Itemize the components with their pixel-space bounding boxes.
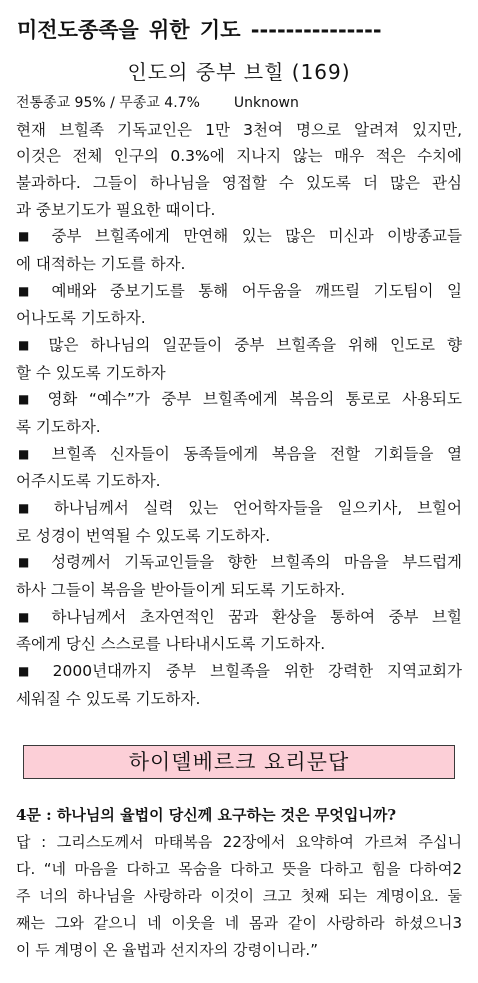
progress-status: Unknown [233, 95, 299, 111]
bullet-icon: ■ [18, 229, 38, 244]
religion-stats-row [16, 90, 462, 117]
prayer-point-line [16, 278, 462, 306]
bullet-icon: ■ [18, 392, 36, 407]
prayer-point-line: 세워질 수 있도록 기도하자. [16, 689, 201, 708]
prayer-point-line: 하사 그들이 복음을 받아들이게 되도록 기도하자. [16, 581, 346, 600]
bullet-icon: ■ [18, 609, 38, 624]
prayer-point [16, 386, 462, 440]
prayer-point-text: 하나님께서 실력 있는 언어학자들을 일으키사, 브힐어 [53, 499, 462, 518]
answer-line: 이 두 계명이 온 율법과 선지자의 강령이니라.” [16, 940, 318, 959]
prayer-point [16, 604, 462, 658]
prayer-point [16, 441, 462, 495]
bullet-icon: ■ [18, 338, 37, 353]
prayer-point-line: 에 대적하는 기도를 하자. [16, 255, 186, 274]
prayer-point-text: 영화 “예수”가 중부 브힐족에게 복음의 통로로 사용되도 [47, 390, 462, 409]
prayer-point-line [16, 549, 462, 577]
prayer-point-line: 어주시도록 기도하자. [16, 472, 161, 491]
prayer-point [16, 332, 462, 386]
intro-line: 이것은 전체 인구의 0.3%에 지나지 않는 매우 적은 수치에 [16, 147, 462, 166]
prayer-point-line: 할 수 있도록 기도하자 [16, 363, 166, 382]
prayer-point-text: 브힐족 신자들이 동족들에게 복음을 전할 기회들을 열 [51, 444, 462, 463]
bullet-icon: ■ [18, 283, 38, 298]
prayer-bulletin-page [16, 0, 462, 964]
prayer-point [16, 549, 462, 603]
prayer-point-line [16, 332, 462, 360]
prayer-point-line: 로 성경이 번역될 수 있도록 기도하자. [16, 526, 271, 545]
catechism-title-box [23, 745, 455, 779]
prayer-point [16, 278, 462, 332]
prayer-point [16, 658, 462, 712]
answer-line: 답 : 그리스도께서 마태복음 22장에서 요약하여 가르쳐 주십니 [16, 832, 462, 851]
prayer-point-line [16, 604, 462, 632]
catechism-title: 하이델베르크 요리문답 [128, 750, 350, 775]
prayer-point-text: 많은 하나님의 일꾼들이 중부 브힐족을 위해 인도로 향 [48, 336, 462, 355]
prayer-point-text: 하나님께서 초자연적인 꿈과 환상을 통하여 중부 브힐 [51, 607, 462, 626]
prayer-point-line [16, 495, 462, 523]
prayer-point-line: 어나도록 기도하자. [16, 309, 146, 328]
prayer-point [16, 495, 462, 549]
religion-stats: 전통종교 95% / 무종교 4.7% [16, 95, 200, 111]
prayer-point-line: 록 기도하자. [16, 418, 101, 437]
intro-line: 불과하다. 그들이 하나님을 영접할 수 있도록 더 많은 관심 [16, 174, 462, 192]
prayer-point-text: 성령께서 기독교인들을 향한 브힐족의 마음을 부드럽게 [51, 553, 463, 572]
bullet-icon: ■ [18, 446, 38, 461]
prayer-point-text: 예배와 중보기도를 통해 어두움을 깨뜨릴 기도팀이 일 [51, 281, 462, 300]
prayer-point [16, 223, 462, 277]
catechism-answer [16, 829, 462, 964]
answer-line: 다. “네 마음을 다하고 목숨을 다하고 뜻을 다하고 힘을 다하여2 [16, 859, 462, 878]
prayer-point-line [16, 658, 462, 686]
intro-line: 현재 브힐족 기독교인은 1만 3천여 명으로 알려져 있지만, [16, 120, 462, 139]
answer-line: 주 너의 하나님을 사랑하라 이것이 크고 첫째 되는 계명이요. 둘 [16, 886, 462, 905]
prayer-point-line: 족에게 당신 스스로를 나타내시도록 기도하자. [16, 635, 326, 654]
prayer-point-line [16, 386, 462, 414]
bullet-icon: ■ [18, 555, 38, 570]
prayer-point-line [16, 223, 462, 251]
bullet-icon: ■ [18, 501, 40, 516]
bullet-icon: ■ [18, 664, 39, 679]
intro-line: 과 중보기도가 필요한 때이다. [16, 200, 216, 219]
prayer-points-list [16, 223, 462, 712]
prayer-point-line [16, 441, 462, 469]
prayer-point-text: 2000년대까지 중부 브힐족을 위한 강력한 지역교회가 [52, 662, 463, 681]
people-group-name: 인도의 중부 브힐 (169) [127, 60, 351, 84]
prayer-point-text: 중부 브힐족에게 만연해 있는 많은 미신과 이방종교들 [51, 227, 462, 246]
intro-paragraph [16, 117, 462, 224]
catechism-question: 4문 : 하나님의 율법이 당신께 요구하는 것은 무엇입니까? [16, 805, 397, 824]
answer-line: 째는 그와 같으니 네 이웃을 네 몸과 같이 사랑하라 하셨으니3 [16, 913, 462, 932]
page-title: 미전도종족을 위한 기도 --------------- [17, 18, 382, 42]
